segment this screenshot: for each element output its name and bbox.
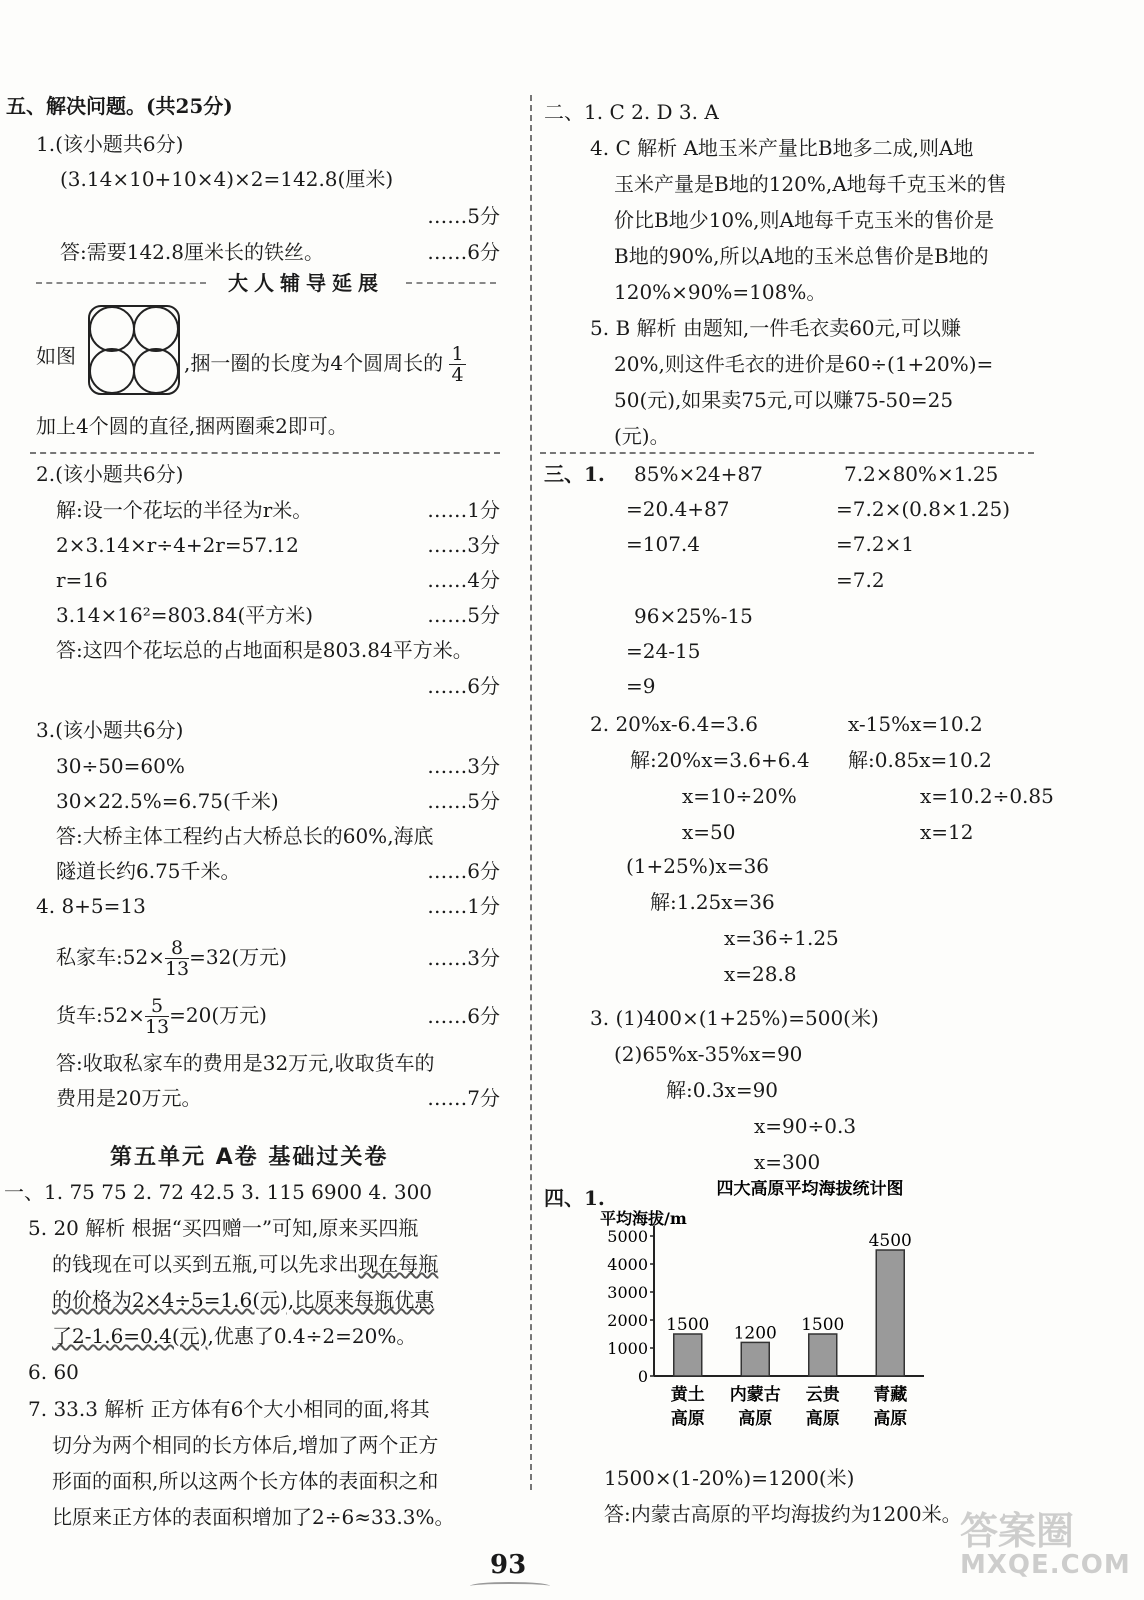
unit-q5-line2: 的钱现在可以买到五瓶,可以先求出现在每瓶 [52,1252,439,1276]
s3-q3-d: x=90÷0.3 [754,1114,857,1138]
bar-3 [876,1250,904,1376]
unit-q7-line1: 7. 33.3 解析 正方体有6个大小相同的面,将其 [28,1397,430,1421]
q3-score-1: ……3分 [427,754,500,778]
s3-c2: =24-15 [626,639,701,663]
s2-q5-line2: 20%,则这件毛衣的进价是60÷(1+20%)= [614,352,994,376]
bar-2 [809,1334,837,1376]
q2-score-2: ……3分 [427,533,500,557]
chart-bars [666,1231,912,1429]
unit-title: 第五单元 A卷 基础过关卷 [110,1145,389,1170]
question-3-head: 3.(该小题共6分) [36,718,184,742]
s3-q2-e: x-15%x=10.2 [848,712,983,736]
s3-a3: =107.4 [626,532,701,556]
q4-line1: 4. 8+5=13 [36,894,146,918]
question-1-head: 1.(该小题共6分) [36,132,184,156]
q2-score-4: ……5分 [427,603,500,627]
s3-q3-e: x=300 [754,1150,821,1174]
s2-line1: 二、1. C 2. D 3. A [544,100,719,124]
s3-q2-c: x=10÷20% [682,784,797,808]
category-label: 高原 [738,1409,773,1429]
tutor-banner-title: 大人辅导延展 [228,271,384,295]
y-tick-label: 3000 [607,1283,648,1302]
tip-line2: 加上4个圆的直径,捆两圈乘2即可。 [36,414,348,438]
q4-score-2: ……3分 [427,946,500,970]
s3-q3-a: 3. (1)400×(1+25%)=500(米) [590,1006,879,1030]
s2-q4-line2: 玉米产量是B地的120%,A地每千克玉米的售 [614,172,1007,196]
q2-answer: 答:这四个花坛总的占地面积是803.84平方米。 [56,638,473,662]
q4-score-1: ……1分 [427,894,500,918]
y-tick-label: 4000 [607,1255,648,1274]
section-five-title: 五、解决问题。(共25分) [6,94,233,118]
q4-private-car: 私家车:52× $\frac{8}{13}$ =32(万元) [56,937,287,980]
s3-q2-i: (1+25%)x=36 [626,854,770,878]
q1-score: ……5分 [427,204,500,228]
chart-title: 四大高原平均海拔统计图 [716,1180,904,1199]
s3-q2-g: x=10.2÷0.85 [920,784,1054,808]
s3-q2-d: x=50 [682,820,736,844]
question-2-head: 2.(该小题共6分) [36,462,184,486]
s3-b4: =7.2 [836,568,885,592]
page-number: 93 [490,1550,527,1580]
s3-q2-l: x=28.8 [724,962,797,986]
category-label: 内蒙古 [729,1385,781,1405]
s3-c1: 96×25%-15 [634,604,753,628]
unit-q7-line3: 形面的面积,所以这两个长方体的表面积之和 [52,1469,439,1493]
s3-q2-h: x=12 [920,820,974,844]
q2-line4: 3.14×16²=803.84(平方米) [56,603,314,627]
q4-score-3: ……6分 [427,1004,500,1028]
y-tick-label: 5000 [607,1227,648,1246]
page-number-ornament [470,1582,550,1590]
s4-calculation: 1500×(1-20%)=1200(米) [604,1466,855,1490]
q3-line1: 30÷50=60% [56,754,185,778]
q2-line2: 2×3.14×r÷4+2r=57.12 [56,533,299,557]
q4-answer-score: ……7分 [427,1086,500,1110]
tip-prefix: 如图 [36,344,76,368]
s2-q5-line4: (元)。 [614,424,670,448]
s4-answer: 答:内蒙古高原的平均海拔约为1200米。 [604,1502,962,1526]
q4-answer-2: 费用是20万元。 [56,1086,202,1110]
s2-q4-line1: 4. C 解析 A地玉米产量比B地多二成,则A地 [590,136,974,160]
four-circles-figure [86,304,182,396]
unit-q7-line4: 比原来正方体的表面积增加了2÷6≈33.3%。 [52,1505,455,1529]
s3-q2-j: 解:1.25x=36 [650,890,775,914]
q1-line1: (3.14×10+10×4)×2=142.8(厘米) [60,167,394,191]
y-tick-label: 2000 [607,1311,648,1330]
q3-answer-score: ……6分 [427,859,500,883]
s3-a1: 85%×24+87 [634,462,763,486]
q2-answer-score: ……6分 [427,674,500,698]
y-tick-label: 0 [637,1367,648,1386]
bar-1 [741,1342,769,1376]
category-label: 青藏 [873,1385,908,1405]
category-label: 高原 [805,1409,840,1429]
category-label: 高原 [873,1409,908,1429]
s3-q3-b: (2)65%x-35%x=90 [614,1042,803,1066]
q2-line3: r=16 [56,568,108,592]
s3-b1: 7.2×80%×1.25 [844,462,999,486]
category-label: 云贵 [805,1385,840,1405]
bar-0 [674,1334,702,1376]
s3-b3: =7.2×1 [836,532,915,556]
q1-answer-score: ……6分 [427,240,500,264]
q3-line2: 30×22.5%=6.75(千米) [56,789,279,813]
fraction-one-quarter: $\frac{1}{4}$ [451,343,464,386]
bar-value-label: 1500 [801,1315,845,1335]
q4-answer-1: 答:收取私家车的费用是32万元,收取货车的 [56,1051,435,1075]
s3-q2-f: 解:0.85x=10.2 [848,748,992,772]
chart-y-axis-label: 平均海拔/m [600,1209,687,1228]
s3-q3-c: 解:0.3x=90 [666,1078,779,1102]
s2-q4-line5: 120%×90%=108%。 [614,280,827,304]
unit-q1-answers: 一、1. 75 75 2. 72 42.5 3. 115 6900 4. 300 [4,1180,433,1204]
s3-c3: =9 [626,674,656,698]
site-watermark: 答案圈 MXQE.COM [960,1509,1131,1580]
column-divider [530,95,532,1490]
altitude-bar-chart [600,1180,940,1456]
bar-value-label: 1200 [733,1323,777,1344]
tip-middle: ,捆一圈的长度为4个圆周长的 $\frac{1}{4}$ [184,343,464,386]
section-separator [540,452,1034,454]
section-separator [30,452,500,454]
s2-q5-line1: 5. B 解析 由题知,一件毛衣卖60元,可以赚 [590,316,962,340]
s3-q2-b: 解:20%x=3.6+6.4 [630,748,810,772]
unit-q5-line3: 的价格为2×4÷5=1.6(元),比原来每瓶优惠 [52,1288,435,1312]
s3-a2: =20.4+87 [626,497,730,521]
q2-score-3: ……4分 [427,568,500,592]
unit-q6: 6. 60 [28,1360,79,1384]
s2-q4-line3: 价比B地少10%,则A地每千克玉米的售价是 [614,208,994,232]
s2-q5-line3: 50(元),如果卖75元,可以赚75-50=25 [614,388,954,412]
s3-label: 三、1. [544,462,605,486]
s4-label: 四、1. [544,1186,605,1210]
s2-q4-line4: B地的90%,所以A地的玉米总售价是B地的 [614,244,989,268]
q2-score-1: ……1分 [427,498,500,522]
s3-b2: =7.2×(0.8×1.25) [836,497,1011,521]
tutor-banner [36,270,496,296]
q3-score-2: ……5分 [427,789,500,813]
q2-line1: 解:设一个花坛的半径为r米。 [56,498,313,522]
unit-q7-line2: 切分为两个相同的长方体后,增加了两个正方 [52,1433,439,1457]
unit-q5-line4: 了2-1.6=0.4(元),优惠了0.4÷2=20%。 [52,1324,417,1348]
category-label: 高原 [670,1409,705,1429]
q1-answer: 答:需要142.8厘米长的铁丝。 [60,240,324,264]
q4-truck: 货车:52× $\frac{5}{13}$ =20(万元) [56,995,267,1038]
s3-q2-k: x=36÷1.25 [724,926,839,950]
category-label: 黄土 [670,1385,705,1405]
q3-answer-2: 隧道长约6.75千米。 [56,859,241,883]
bar-value-label: 1500 [666,1315,710,1335]
bar-value-label: 4500 [868,1231,912,1251]
y-tick-label: 1000 [607,1339,648,1358]
unit-q5-line1: 5. 20 解析 根据“买四赠一”可知,原来买四瓶 [28,1216,419,1240]
s3-q2-a: 2. 20%x-6.4=3.6 [590,712,758,736]
q3-answer-1: 答:大桥主体工程约占大桥总长的60%,海底 [56,824,434,848]
